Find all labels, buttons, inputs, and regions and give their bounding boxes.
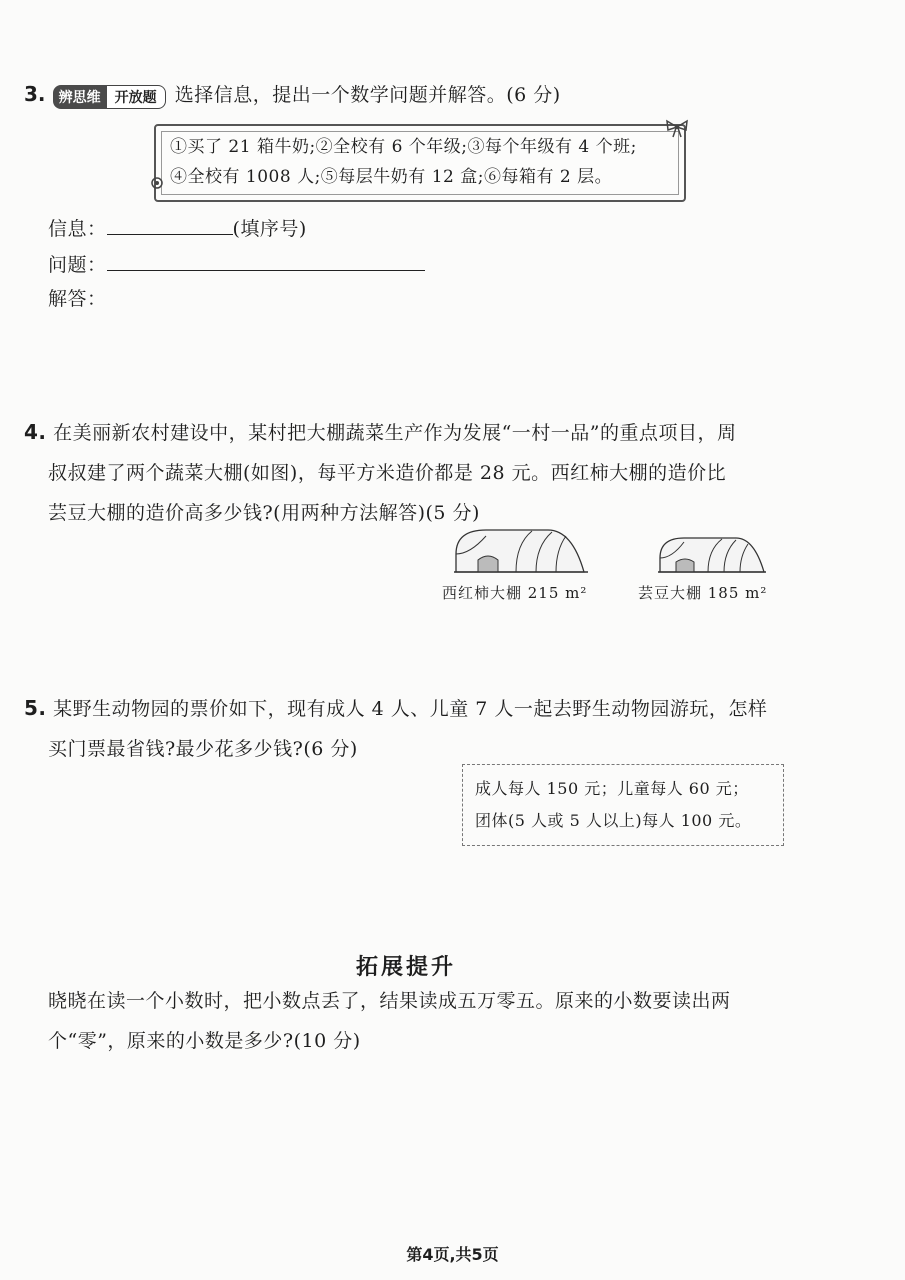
info-hint: (填序号) xyxy=(232,218,307,240)
tag-open-question: 开放题 xyxy=(107,85,166,109)
info-answer-blank[interactable] xyxy=(107,216,233,235)
tomato-greenhouse-caption: 西红柿大棚 215 m² xyxy=(442,584,588,602)
question-3 xyxy=(24,80,561,109)
bean-greenhouse-caption: 芸豆大棚 185 m² xyxy=(638,584,768,602)
question-row xyxy=(48,250,425,277)
info-label: 信息： xyxy=(48,218,107,240)
extension-title: 拓展提升 xyxy=(355,955,456,980)
page-number: 第4页,共5页 xyxy=(406,1245,499,1264)
bow-icon xyxy=(664,118,690,138)
info-row xyxy=(48,214,307,241)
price-box xyxy=(462,764,784,846)
question-4-number: 4. xyxy=(24,420,47,444)
bean-greenhouse-illustration xyxy=(656,534,768,574)
price-line-2: 团体(5 人或 5 人以上)每人 100 元。 xyxy=(475,811,752,830)
question-5-number: 5. xyxy=(24,696,47,720)
extension-line-2: 个“零”，原来的小数是多少?(10 分) xyxy=(48,1030,361,1052)
info-box xyxy=(154,124,686,202)
question-5 xyxy=(24,694,767,761)
answer-row xyxy=(48,284,107,311)
question-3-number: 3. xyxy=(24,82,46,106)
question-answer-blank[interactable] xyxy=(107,252,425,271)
question-4-line-1: 在美丽新农村建设中，某村把大棚蔬菜生产作为发展“一村一品”的重点项目，周 xyxy=(53,422,737,444)
tag-think: 辨思维 xyxy=(53,85,107,109)
price-line-1: 成人每人 150 元；儿童每人 60 元； xyxy=(475,779,749,798)
question-label: 问题： xyxy=(48,254,107,276)
extension-question xyxy=(48,986,731,1053)
info-line-1: ①买了 21 箱牛奶;②全校有 6 个年级;③每个年级有 4 个班; xyxy=(170,137,637,157)
pin-icon xyxy=(148,174,166,192)
question-3-prompt: 选择信息，提出一个数学问题并解答。(6 分) xyxy=(174,84,561,106)
tomato-greenhouse-illustration xyxy=(452,526,592,574)
tag-group xyxy=(53,85,166,109)
extension-line-1: 晓晓在读一个小数时，把小数点丢了，结果读成五万零五。原来的小数要读出两 xyxy=(48,990,731,1012)
question-4 xyxy=(24,418,737,525)
question-5-line-2: 买门票最省钱?最少花多少钱?(6 分) xyxy=(48,738,358,760)
answer-label: 解答： xyxy=(48,288,107,310)
question-4-line-3: 芸豆大棚的造价高多少钱?(用两种方法解答)(5 分) xyxy=(48,502,480,524)
question-5-line-1: 某野生动物园的票价如下，现有成人 4 人、儿童 7 人一起去野生动物园游玩，怎样 xyxy=(53,698,768,720)
info-line-2: ④全校有 1008 人;⑤每层牛奶有 12 盒;⑥每箱有 2 层。 xyxy=(170,167,613,187)
question-4-line-2: 叔叔建了两个蔬菜大棚(如图)，每平方米造价都是 28 元。西红柿大棚的造价比 xyxy=(48,462,727,484)
